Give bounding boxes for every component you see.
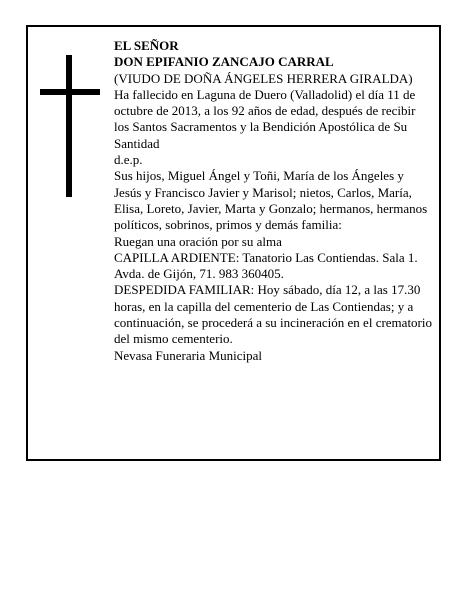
widower-line: (VIUDO DE DOÑA ÁNGELES HERRERA GIRALDA) xyxy=(114,70,413,86)
chapel-info: CAPILLA ARDIENTE: Tanatorio Las Contiendas. Sala 1. Avda. de Gijón, 71. 983 360405. xyxy=(114,249,418,282)
cross-horizontal-bar xyxy=(40,89,100,95)
death-info: Ha fallecido en Laguna de Duero (Valladolid) el día 11 de octubre de 2013, a los 92 años de edad, después de recibir los Santos Sacramentos y la Bendición Apostólica de Su Santidad xyxy=(114,86,416,151)
deceased-name: DON EPIFANIO ZANCAJO CARRAL xyxy=(114,54,334,70)
obituary-notice xyxy=(26,25,441,461)
heading-title: EL SEÑOR xyxy=(114,38,179,53)
cross-vertical-bar xyxy=(66,55,72,197)
prayer-request: Ruegan una oración por su alma xyxy=(114,233,282,249)
cross-icon xyxy=(40,55,100,197)
farewell-info: DESPEDIDA FAMILIAR: Hoy sábado, día 12, a las 17.30 horas, en la capilla del cementerio de Las Contiendas; y a continuación, se procederá a su incineración en el crematorio del mismo cementerio. xyxy=(114,282,432,347)
rip-line: d.e.p. xyxy=(114,152,143,168)
funeral-home: Nevasa Funeraria Municipal xyxy=(114,347,263,363)
family-list: Sus hijos, Miguel Ángel y Toñi, María de los Ángeles y Jesús y Francisco Javier y Marisol; nietos, Carlos, María, Elisa, Loreto, Javier, Marta y Gonzalo; hermanos, hermanos políticos, sobrinos, primos y demás familia: xyxy=(114,168,428,233)
notice-text xyxy=(114,38,432,364)
